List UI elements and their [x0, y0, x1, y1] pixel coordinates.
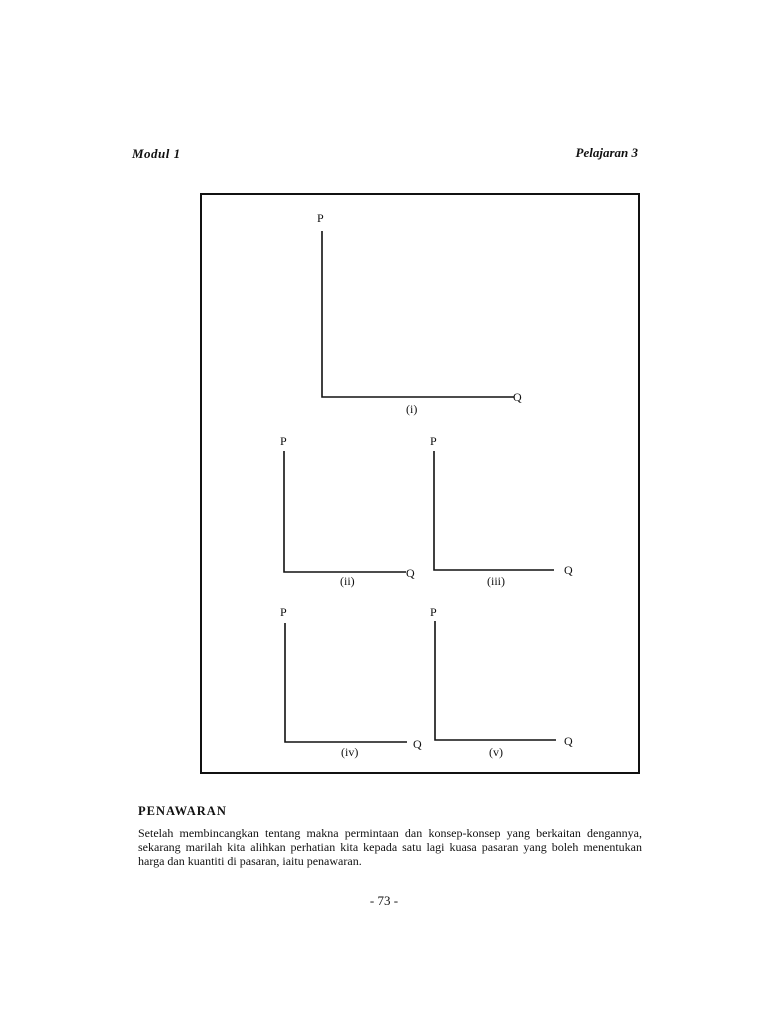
diagram-v-x-label: Q	[564, 734, 573, 748]
diagram-i-y-label: P	[317, 211, 324, 225]
body-paragraph: Setelah membincangkan tentang makna permintaan dan konsep-konsep yang berkaitan dengannya, sekarang marilah kita alihkan perhatian kita kepada satu lagi kuasa pasaran yang boleh menentukan harga dan kuantiti di pasaran, iaitu penawaran.	[138, 826, 642, 868]
diagram-v-y-label: P	[430, 605, 437, 619]
diagram-iv-y-label: P	[280, 605, 287, 619]
diagram-iv	[280, 605, 422, 759]
diagram-iii	[430, 434, 573, 588]
axes-iv	[285, 623, 407, 742]
lesson-label: Pelajaran 3	[575, 145, 638, 160]
diagram-iii-caption: (iii)	[487, 574, 505, 588]
module-label: Modul 1	[132, 146, 181, 161]
diagram-i-x-label: Q	[513, 390, 522, 404]
axes-i	[322, 231, 514, 397]
diagram-ii-x-label: Q	[406, 566, 415, 580]
axes-ii	[284, 451, 406, 572]
diagram-i	[317, 211, 522, 416]
diagram-i-caption: (i)	[406, 402, 418, 416]
page-number: - 73 -	[369, 893, 399, 908]
axes-v	[435, 621, 556, 740]
diagram-iv-x-label: Q	[413, 737, 422, 751]
axes-iii	[434, 451, 554, 570]
section-heading: PENAWARAN	[138, 804, 227, 818]
axes-diagrams	[202, 195, 638, 772]
figure-frame	[200, 193, 640, 774]
diagram-ii-caption: (ii)	[340, 574, 355, 588]
diagram-ii-y-label: P	[280, 434, 287, 448]
diagram-ii	[280, 434, 415, 588]
diagram-iii-x-label: Q	[564, 563, 573, 577]
diagram-iii-y-label: P	[430, 434, 437, 448]
diagram-v	[430, 605, 573, 759]
diagram-v-caption: (v)	[489, 745, 503, 759]
diagram-iv-caption: (iv)	[341, 745, 359, 759]
